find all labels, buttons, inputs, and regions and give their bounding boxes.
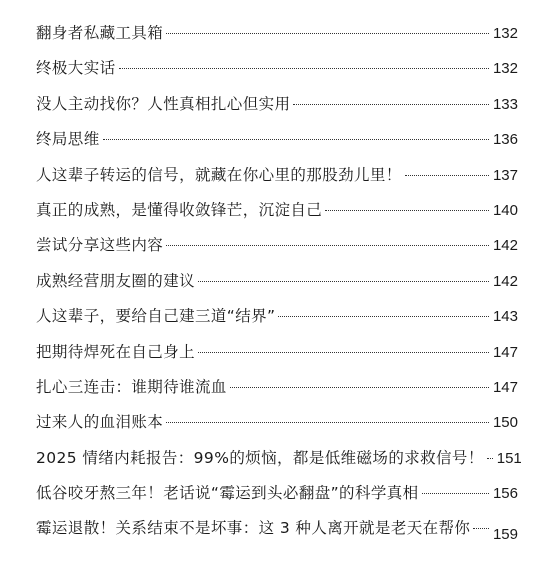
toc-entry-page: 143 [492, 308, 518, 326]
toc-dot-leader [166, 33, 489, 34]
toc-entry-page: 132 [492, 25, 518, 42]
toc-entry-page: 147 [492, 343, 518, 361]
toc-entry-page: 137 [492, 166, 518, 184]
toc-dot-leader [325, 210, 489, 211]
toc-entry[interactable] [36, 405, 518, 440]
toc-entry[interactable] [36, 87, 518, 122]
toc-dot-leader [119, 68, 489, 69]
toc-entry-page: 142 [492, 237, 518, 255]
toc-entry-title: 低谷咬牙熬三年！老话说“霉运到头必翻盘”的科学真相 [36, 484, 419, 503]
toc-entry-title: 成熟经营朋友圈的建议 [36, 271, 196, 290]
toc-entry-page: 159 [492, 526, 518, 542]
toc-dot-leader [405, 175, 489, 176]
toc-entry-title: 翻身者私藏工具箱 [36, 24, 164, 42]
toc-entry-page: 151 [496, 449, 522, 467]
toc-entry-title: 2025 情绪内耗报告：99%的烦恼，都是低维磁场的求救信号！ [36, 448, 484, 467]
toc-entry-page: 140 [492, 201, 518, 219]
toc-entry[interactable] [36, 51, 518, 86]
toc-dot-leader [473, 528, 489, 529]
toc-dot-leader [278, 316, 489, 317]
toc-dot-leader [166, 422, 489, 423]
toc-dot-leader [293, 104, 489, 105]
table-of-contents [36, 16, 522, 542]
toc-entry-page: 133 [492, 95, 518, 113]
toc-entry-page: 136 [492, 131, 518, 149]
toc-entry-page: 156 [492, 485, 518, 503]
toc-entry[interactable] [36, 511, 518, 541]
toc-dot-leader [230, 387, 489, 388]
toc-entry[interactable] [36, 193, 518, 228]
toc-entry-title: 人这辈子转运的信号，就藏在你心里的那股劲儿里！ [36, 165, 402, 184]
toc-dot-leader [422, 493, 489, 494]
toc-entry-title: 人这辈子，要给自己建三道“结界” [36, 307, 276, 326]
toc-dot-leader [198, 352, 489, 353]
toc-entry-title: 尝试分享这些内容 [36, 236, 164, 255]
toc-entry-title: 终极大实话 [36, 59, 116, 78]
toc-entry[interactable] [36, 335, 518, 370]
toc-entry-title: 扎心三连击：谁期待谁流血 [36, 377, 227, 396]
toc-entry-title: 没人主动找你？人性真相扎心但实用 [36, 94, 291, 113]
toc-entry[interactable] [36, 16, 518, 51]
toc-entry-title: 过来人的血泪账本 [36, 413, 164, 432]
toc-entry-page: 142 [492, 272, 518, 290]
toc-entry[interactable] [36, 370, 518, 405]
toc-entry[interactable] [36, 228, 518, 263]
toc-dot-leader [487, 458, 493, 459]
toc-dot-leader [103, 139, 489, 140]
toc-entry-title: 把期待焊死在自己身上 [36, 342, 196, 361]
toc-entry[interactable] [36, 122, 518, 157]
toc-dot-leader [198, 281, 489, 282]
toc-entry[interactable] [36, 299, 518, 334]
toc-dot-leader [166, 245, 489, 246]
toc-entry[interactable] [36, 441, 522, 476]
toc-entry-title: 终局思维 [36, 130, 100, 149]
toc-entry[interactable] [36, 476, 518, 511]
toc-entry-page: 150 [492, 414, 518, 432]
toc-entry-title: 真正的成熟，是懂得收敛锋芒，沉淀自己 [36, 200, 323, 219]
toc-entry-title: 霉运退散！关系结束不是坏事：这 3 种人离开就是老天在帮你 [36, 519, 471, 538]
toc-entry-page: 132 [492, 60, 518, 78]
toc-entry-page: 147 [492, 378, 518, 396]
toc-entry[interactable] [36, 264, 518, 299]
toc-entry[interactable] [36, 158, 518, 193]
